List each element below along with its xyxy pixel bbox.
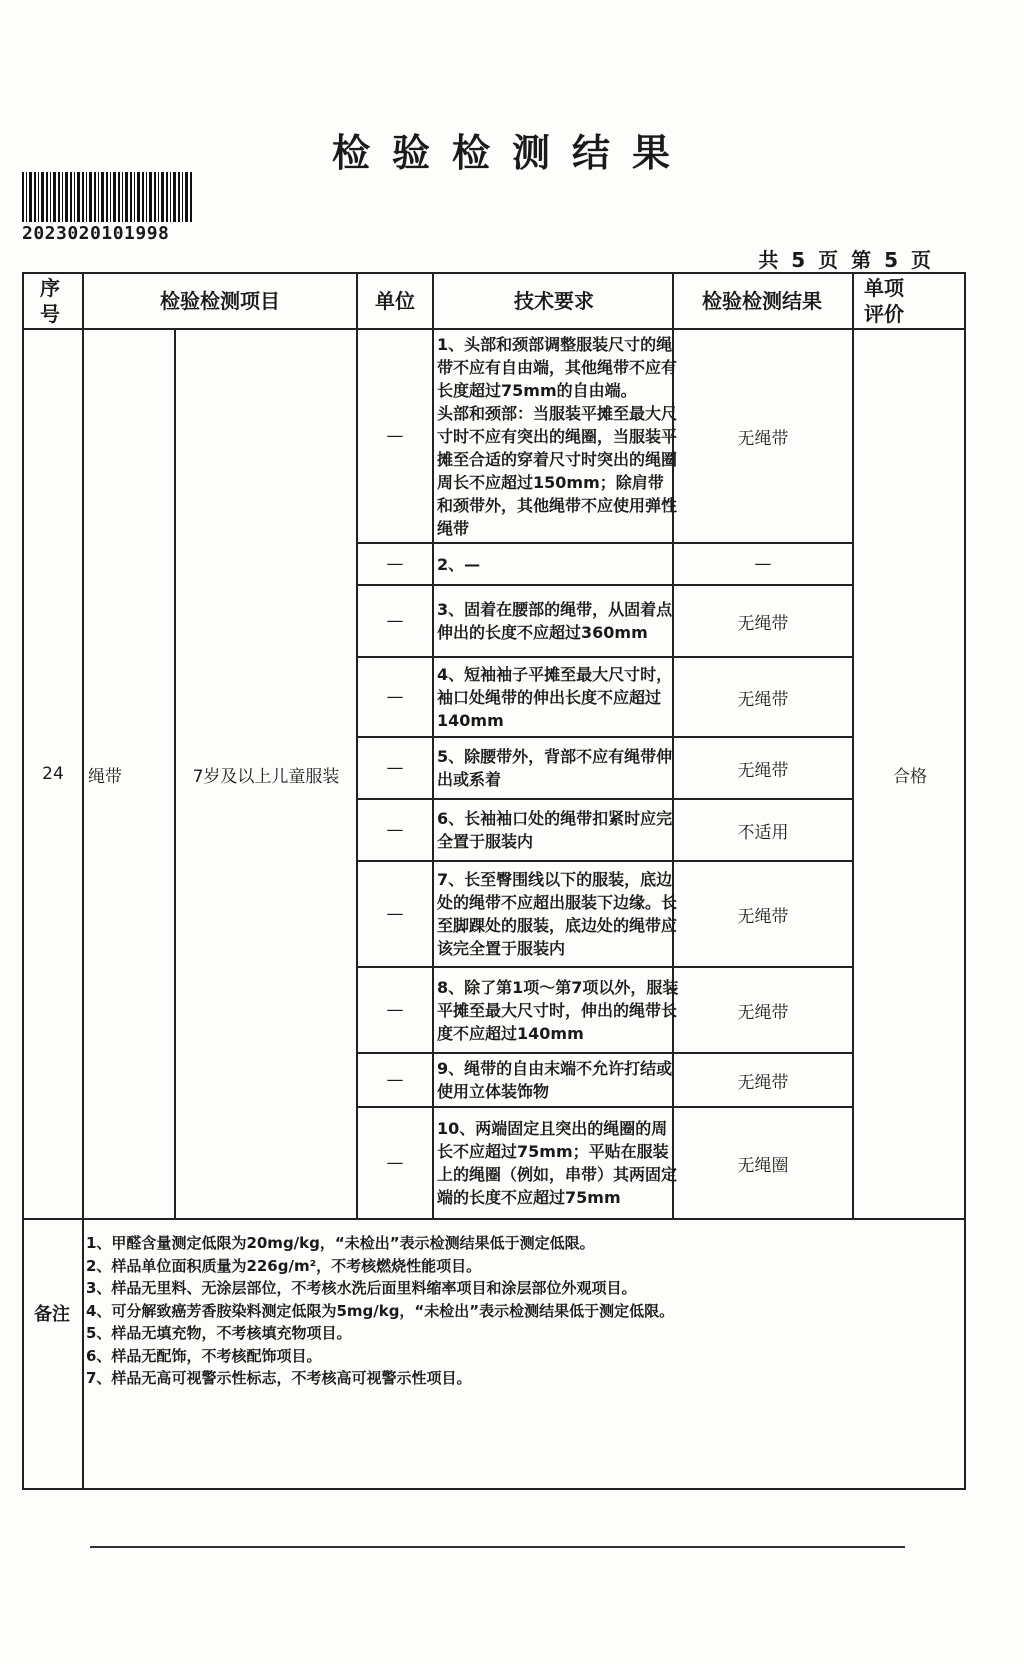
subrow-6-result: 不适用: [737, 822, 789, 843]
subrow-8-requirement: 8、除了第1项～第7项以外，服装平摊至最大尺寸时，伸出的绳带长度不应超过140mm: [437, 977, 679, 1043]
subrow-7-requirement: 7、长至臀围线以下的服装，底边处的绳带不应超出服装下边缘。长至脚踝处的服装，底边处的绳带应该完全置于服装内: [437, 870, 678, 958]
page-indicator: 共 5 页 第 5 页: [758, 248, 934, 272]
page-title: 检验检测结果: [331, 131, 692, 175]
notes-list: [86, 1232, 946, 1390]
subrow-3-requirement: 3、固着在腰部的绳带，从固着点伸出的长度不应超过360mm: [437, 600, 673, 642]
subrow-5-unit: —: [386, 758, 404, 778]
barcode-image: [22, 172, 192, 222]
subrow-8-result: 无绳带: [737, 1002, 789, 1023]
subrow-4-result: 无绳带: [737, 689, 789, 710]
subrow-3-unit: —: [386, 611, 404, 631]
note-item: 3、样品无里料、无涂层部位，不考核水洗后面里料缩率项目和涂层部位外观项目。: [86, 1279, 637, 1297]
header-evaluation: 单项评价: [864, 276, 904, 326]
subrow-10-unit: —: [386, 1153, 404, 1173]
subrow-1-result: 无绳带: [737, 428, 789, 449]
header-item: 检验检测项目: [160, 289, 280, 313]
header-requirement: 技术要求: [514, 289, 594, 313]
subrow-1-requirement: 1、头部和颈部调整服装尺寸的绳带不应有自由端，其他绳带不应有长度超过75mm的自由端。 头部和颈部：当服装平摊至最大尺寸时不应有突出的绳圈，当服装平摊至合适的穿着尺寸时突出的绳圈周长不应超过150mm；除肩带和颈带外，其他绳带不应使用弹性绳带: [437, 334, 678, 538]
subrow-8-unit: —: [386, 1000, 404, 1020]
subrow-7-unit: —: [386, 904, 404, 924]
subrow-9-result: 无绳带: [737, 1072, 789, 1093]
subrow-4-requirement: 4、短袖袖子平摊至最大尺寸时，袖口处绳带的伸出长度不应超过140mm: [437, 664, 673, 730]
subrow-5-requirement: 5、除腰带外，背部不应有绳带伸出或系着: [437, 747, 673, 789]
subrow-9-unit: —: [386, 1070, 404, 1090]
row-evaluation: 合格: [893, 766, 927, 787]
subrow-3-result: 无绳带: [737, 613, 789, 634]
note-item: 5、样品无填充物，不考核填充物项目。: [86, 1324, 352, 1342]
row-item: 绳带: [88, 766, 122, 787]
subrow-6-requirement: 6、长袖袖口处的绳带扣紧时应完全置于服装内: [437, 809, 673, 851]
bottom-divider: [90, 1546, 905, 1548]
note-item: 1、甲醛含量测定低限为20mg/kg，“未检出”表示检测结果低于测定低限。: [86, 1234, 595, 1252]
subrow-6-unit: —: [386, 820, 404, 840]
barcode-number: 2023020101998: [22, 223, 170, 244]
note-item: 7、样品无高可视警示性标志，不考核高可视警示性项目。: [86, 1369, 472, 1387]
header-unit: 单位: [375, 289, 415, 313]
subrow-10-result: 无绳圈: [737, 1155, 789, 1176]
note-item: 6、样品无配饰，不考核配饰项目。: [86, 1346, 322, 1365]
row-seq: 24: [42, 764, 64, 784]
subrow-2-requirement: 2、—: [437, 554, 481, 574]
subrow-5-result: 无绳带: [737, 760, 789, 781]
row-subitem: 7岁及以上儿童服装: [192, 766, 340, 787]
subrow-2-unit: —: [386, 554, 404, 574]
subrow-2-result: —: [754, 554, 772, 574]
subrow-4-unit: —: [386, 687, 404, 707]
subrow-1-unit: —: [386, 426, 404, 446]
note-item: 4、可分解致癌芳香胺染料测定低限为5mg/kg，“未检出”表示检测结果低于测定低限。: [86, 1301, 675, 1320]
header-seq: 序号: [40, 276, 60, 326]
notes-label: 备注: [34, 1304, 70, 1325]
header-result: 检验检测结果: [702, 289, 822, 313]
subrow-10-requirement: 10、两端固定且突出的绳圈的周长不应超过75mm；平贴在服装上的绳圈（例如，串带）其两固定端的长度不应超过75mm: [437, 1119, 678, 1207]
note-item: 2、样品单位面积质量为226g/m²，不考核燃烧性能项目。: [86, 1256, 482, 1275]
subrow-9-requirement: 9、绳带的自由末端不允许打结或使用立体装饰物: [437, 1059, 673, 1101]
subrow-7-result: 无绳带: [737, 906, 789, 927]
